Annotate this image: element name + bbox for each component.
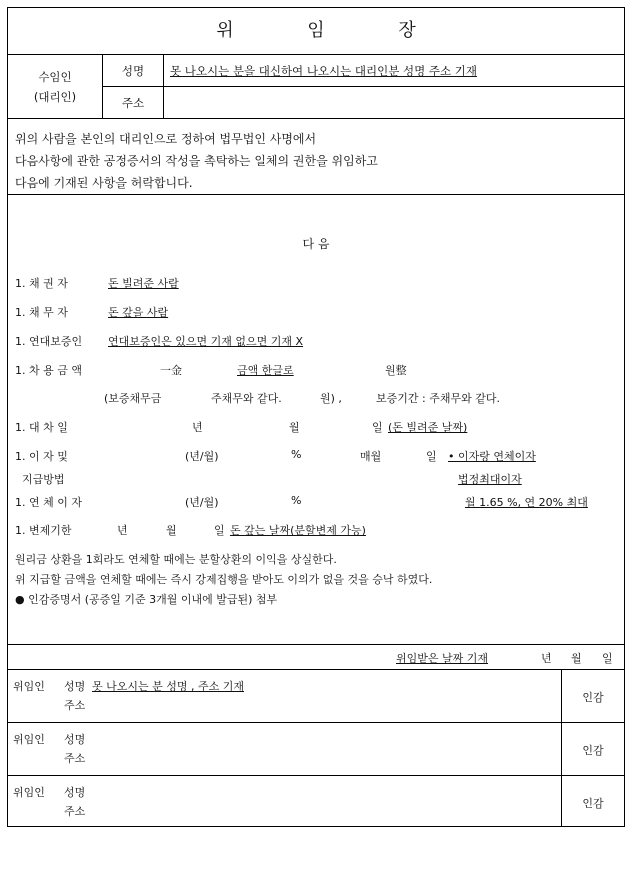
interest-day: 일 bbox=[426, 450, 437, 463]
interest-label: 1. 이 자 및 bbox=[15, 450, 68, 463]
delegator-role: 위임인 bbox=[13, 733, 45, 746]
clause-line: ● 인감증명서 (공증일 기준 3개월 이내에 발급된) 첨부 bbox=[15, 593, 278, 606]
loan-date-day: 일 bbox=[372, 421, 383, 434]
guarantee-period: 보증기간 : 주채무와 같다. bbox=[376, 392, 500, 405]
seal-cell[interactable] bbox=[561, 776, 624, 827]
power-of-attorney-document bbox=[7, 7, 625, 827]
loan-korean-amount[interactable]: 금액 한글로 bbox=[237, 364, 294, 377]
delegation-date-note: 위임받은 날짜 기재 bbox=[396, 652, 489, 665]
authorization-text bbox=[8, 119, 624, 195]
overdue-period: (년/월) bbox=[185, 496, 219, 509]
delegator-row bbox=[8, 775, 624, 827]
loan-unit: 원整 bbox=[385, 364, 407, 377]
interest-label-2: 지급방법 bbox=[22, 473, 65, 486]
interest-note-2: 법정최대이자 bbox=[458, 473, 522, 486]
delegator-row bbox=[8, 722, 624, 775]
delegator-name-label: 성명 bbox=[64, 786, 86, 799]
loan-date-label: 1. 대 차 일 bbox=[15, 421, 68, 434]
terms-heading: 다 음 bbox=[302, 237, 330, 251]
loan-prefix: 一金 bbox=[160, 364, 182, 377]
interest-note: • 이자랑 연체이자 bbox=[448, 450, 536, 463]
proxy-address-label: 주소 bbox=[103, 87, 164, 119]
clause-line: 원리금 상환을 1회라도 연체할 때에는 분할상환의 이익을 상실한다. bbox=[15, 553, 337, 566]
loan-amount-label: 1. 차 용 금 액 bbox=[15, 364, 82, 377]
proxy-address-field[interactable] bbox=[164, 87, 625, 119]
proxy-name-value: 못 나오시는 분을 대신하여 나오시는 대리인분 성명 주소 기재 bbox=[170, 63, 477, 78]
loan-date-month: 월 bbox=[289, 421, 300, 434]
loan-date-year: 년 bbox=[192, 421, 203, 434]
delegation-date-day: 일 bbox=[602, 652, 613, 665]
terms-section bbox=[8, 195, 624, 645]
delegator-name-label: 성명 bbox=[64, 733, 86, 746]
document-title: 위 임 장 bbox=[8, 8, 624, 55]
delegation-date-line bbox=[8, 645, 624, 669]
debtor-value[interactable]: 돈 갚을 사람 bbox=[108, 306, 169, 319]
proxy-name-label: 성명 bbox=[103, 55, 164, 87]
delegator-address-label: 주소 bbox=[64, 805, 86, 818]
clause-line: 위 지급할 금액을 연체할 때에는 즉시 강제집행을 받아도 이의가 없을 것을 승낙 하였다. bbox=[15, 573, 433, 586]
guarantee-amount: (보증채무금 bbox=[104, 392, 162, 405]
guarantor-label: 1. 연대보증인 bbox=[15, 335, 83, 348]
authorization-line: 다음에 기재된 사항을 허락합니다. bbox=[15, 176, 193, 190]
guarantee-won: 원) , bbox=[320, 392, 342, 405]
delegator-name-label: 성명 bbox=[64, 680, 86, 693]
repayment-month: 월 bbox=[166, 524, 177, 537]
seal-label: 인감 bbox=[582, 797, 604, 810]
delegator-name-value[interactable]: 못 나오시는 분 성명 , 주소 기재 bbox=[92, 680, 244, 693]
creditor-value[interactable]: 돈 빌려준 사람 bbox=[108, 277, 179, 290]
seal-label: 인감 bbox=[582, 744, 604, 757]
guarantor-value[interactable]: 연대보증인은 있으면 기재 없으면 기재 X bbox=[108, 335, 304, 348]
delegator-row bbox=[8, 669, 624, 722]
loan-date-note: (돈 빌려준 날짜) bbox=[388, 421, 468, 434]
proxy-label-line1: 수임인 bbox=[38, 69, 72, 84]
delegator-role: 위임인 bbox=[13, 786, 45, 799]
debtor-label: 1. 채 무 자 bbox=[15, 306, 68, 319]
delegator-role: 위임인 bbox=[13, 680, 45, 693]
seal-cell[interactable] bbox=[561, 670, 624, 722]
overdue-percent: % bbox=[291, 494, 302, 507]
interest-percent: % bbox=[291, 448, 302, 461]
proxy-label bbox=[8, 55, 103, 119]
interest-period: (년/월) bbox=[185, 450, 219, 463]
authorization-line: 다음사항에 관한 공정증서의 작성을 촉탁하는 일체의 권한을 위임하고 bbox=[15, 154, 378, 168]
seal-label: 인감 bbox=[582, 691, 604, 704]
delegation-date-month: 월 bbox=[571, 652, 582, 665]
guarantee-same: 주채무와 같다. bbox=[211, 392, 282, 405]
authorization-line: 위의 사람을 본인의 대리인으로 정하여 법무법인 사명에서 bbox=[15, 132, 317, 146]
proxy-label-line2: (대리인) bbox=[33, 89, 77, 104]
seal-cell[interactable] bbox=[561, 723, 624, 775]
creditor-label: 1. 채 권 자 bbox=[15, 277, 68, 290]
proxy-name-field[interactable] bbox=[164, 55, 625, 87]
interest-monthly: 매월 bbox=[360, 450, 382, 463]
delegator-address-label: 주소 bbox=[64, 752, 86, 765]
repayment-note: 돈 갚는 날짜(분할변제 가능) bbox=[230, 524, 366, 537]
repayment-year: 년 bbox=[117, 524, 128, 537]
overdue-label: 1. 연 체 이 자 bbox=[15, 496, 82, 509]
delegation-date-year: 년 bbox=[541, 652, 552, 665]
proxy-table bbox=[8, 55, 624, 119]
repayment-label: 1. 변제기한 bbox=[15, 524, 72, 537]
repayment-day: 일 bbox=[214, 524, 225, 537]
overdue-note: 월 1.65 %, 연 20% 최대 bbox=[465, 496, 588, 509]
delegator-address-label: 주소 bbox=[64, 699, 86, 712]
